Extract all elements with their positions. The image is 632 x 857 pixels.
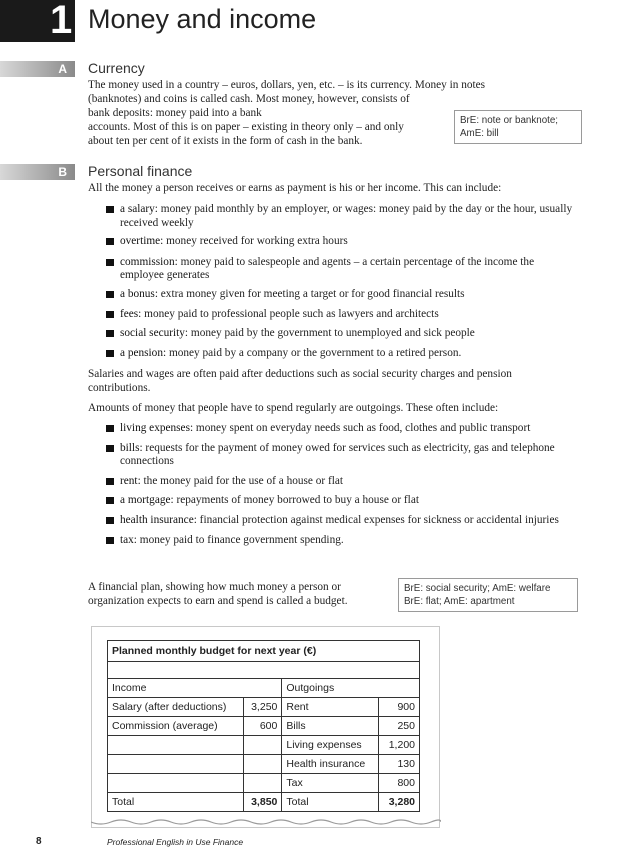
section-b-letter: B [58,165,67,179]
income-value [243,736,282,755]
bullet-icon [106,259,114,266]
table-row [108,755,420,774]
table-cell [108,662,420,679]
bullet-icon [106,311,114,318]
bullet-icon [106,497,114,504]
bullet-icon [106,478,114,485]
book-title: Professional English in Use Finance [107,837,244,847]
list-item: health insurance: financial protection against medical expenses for sickness or accidental injuries [106,514,576,528]
bullet-icon [106,350,114,357]
deductions-paragraph: Salaries and wages are often paid after deductions such as social security charges and pension contributions. [88,368,512,394]
bullet-icon [106,238,114,245]
list-item: rent: the money paid for the use of a house or flat [106,475,576,489]
table-row [108,641,420,662]
outgoings-header: Outgoings [282,679,420,698]
section-a-letter: A [58,62,67,76]
list-item: bills: requests for the payment of money owed for services such as electricity, gas and telephone connections [106,442,576,469]
income-label [108,774,244,793]
income-label [108,736,244,755]
list-item: a bonus: extra money given for meeting a target or for good financial results [106,288,576,302]
list-item: a pension: money paid by a company or the government to a retired person. [106,347,576,361]
income-value [243,774,282,793]
outgoing-label: Living expenses [282,736,379,755]
income-label: Salary (after deductions) [108,698,244,717]
outgoing-label: Bills [282,717,379,736]
note-box-currency [454,110,582,144]
list-item: commission: money paid to salespeople and agents – a certain percentage of the income the employee generates [106,256,576,283]
list-item: living expenses: money spent on everyday needs such as food, clothes and public transport [106,422,576,436]
budget-line-1: A financial plan, showing how much money a person or [88,581,341,593]
note-box-budget [398,578,578,612]
note-line: BrE: social security; AmE: welfare [404,583,551,594]
budget-table [107,640,420,812]
section-a-line-1: The money used in a country – euros, dollars, yen, etc. – is its currency. Money in notes [88,79,486,91]
outgoing-value: 900 [379,698,420,717]
list-item: overtime: money received for working extra hours [106,235,576,249]
table-row [108,793,420,812]
outgoing-value: 250 [379,717,420,736]
outgoing-value: 1,200 [379,736,420,755]
note-line: AmE: bill [460,128,499,139]
torn-edge [91,818,441,828]
total-income-value: 3,850 [243,793,282,812]
outgoing-label: Rent [282,698,379,717]
income-intro: All the money a person receives or earns as payment is his or her income. This can include: [88,182,502,194]
list-item: fees: money paid to professional people such as lawyers and architects [106,308,576,322]
bullet-icon [106,537,114,544]
income-value [243,755,282,774]
total-income-label: Total [108,793,244,812]
page-number: 8 [36,836,42,847]
list-item: tax: money paid to finance government spending. [106,534,576,548]
list-item: social security: money paid by the government to unemployed and sick people [106,327,576,341]
total-outgoings-value: 3,280 [379,793,420,812]
unit-number: 1 [50,0,73,42]
bullet-icon [106,206,114,213]
bullet-icon [106,330,114,337]
table-row [108,698,420,717]
budget-line-2: organization expects to earn and spend is called a budget. [88,595,348,607]
outgoings-list [106,422,576,547]
section-a-line-5: about ten per cent of it exists in the form of cash in the bank. [88,135,363,147]
outgoing-label: Health insurance [282,755,379,774]
budget-table-title: Planned monthly budget for next year (€) [108,641,420,662]
outgoings-intro: Amounts of money that people have to spend regularly are outgoings. These often include: [88,402,499,414]
unit-title: Money and income [88,4,317,34]
section-b-tab [0,164,75,180]
outgoing-value: 130 [379,755,420,774]
income-header: Income [108,679,282,698]
income-label [108,755,244,774]
section-a-title: Currency [88,60,145,76]
table-row [108,679,420,698]
note-line: BrE: flat; AmE: apartment [404,596,515,607]
total-outgoings-label: Total [282,793,379,812]
section-b-title: Personal finance [88,163,193,179]
section-a-line-4: accounts. Most of this is on paper – existing in theory only – and only [88,121,404,133]
list-item: a salary: money paid monthly by an employer, or wages: money paid by the day or the hour, usually received weekly [106,203,576,230]
outgoing-value: 800 [379,774,420,793]
income-value: 3,250 [243,698,282,717]
section-a-line-2: (banknotes) and coins is called cash. Most money, however, consists of [88,93,410,105]
list-item: a mortgage: repayments of money borrowed to buy a house or flat [106,494,576,508]
section-a-tab [0,61,75,77]
section-a-line-3: bank deposits: money paid into a bank [88,107,262,119]
income-list [106,203,576,360]
bullet-icon [106,517,114,524]
bullet-icon [106,291,114,298]
outgoing-label: Tax [282,774,379,793]
table-row [108,717,420,736]
income-label: Commission (average) [108,717,244,736]
bullet-icon [106,425,114,432]
note-line: BrE: note or banknote; [460,115,559,126]
bullet-icon [106,445,114,452]
table-row [108,774,420,793]
table-row [108,662,420,679]
table-row [108,736,420,755]
unit-number-block [0,0,75,42]
income-value: 600 [243,717,282,736]
